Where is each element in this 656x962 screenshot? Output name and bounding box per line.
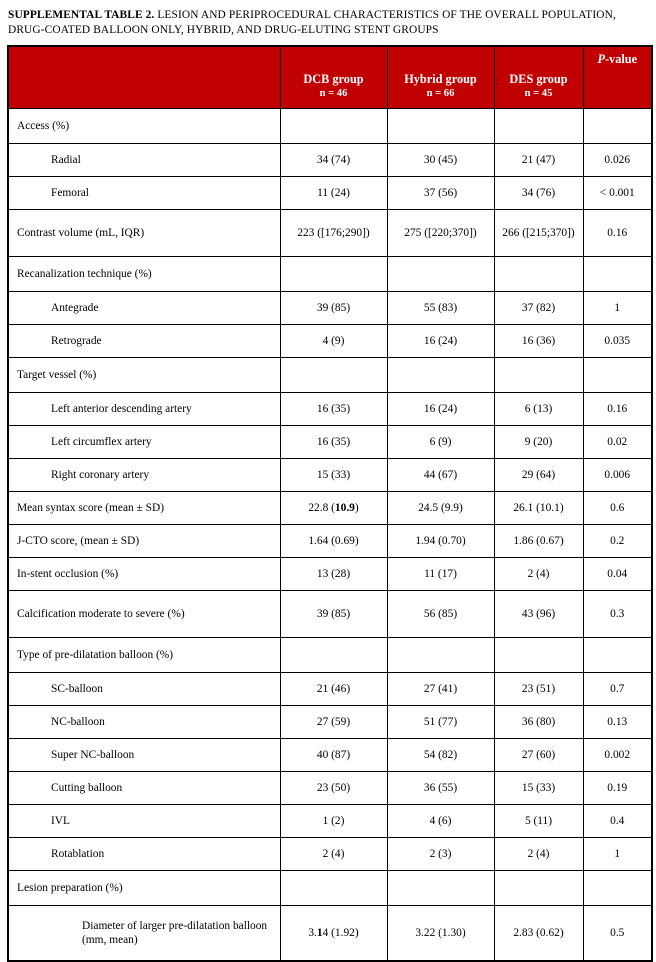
cell-p-value: 0.7 xyxy=(583,673,652,706)
header-des-n: n = 45 xyxy=(524,87,553,99)
cell-hybrid-value: 51 (77) xyxy=(387,706,494,739)
cell-dcb-value: 22.8 (10.9) xyxy=(280,492,387,525)
cell-hybrid-value xyxy=(387,638,494,673)
table-section-row xyxy=(8,257,652,292)
cell-dcb-value: 15 (33) xyxy=(280,459,387,492)
cell-hybrid-value: 6 (9) xyxy=(387,426,494,459)
cell-p-value xyxy=(583,358,652,393)
cell-dcb-value: 11 (24) xyxy=(280,177,387,210)
table-row xyxy=(8,558,652,591)
cell-p-value: 0.026 xyxy=(583,144,652,177)
cell-hybrid-value xyxy=(387,109,494,144)
cell-p-value: 0.6 xyxy=(583,492,652,525)
table-row xyxy=(8,906,652,962)
table-section-row xyxy=(8,871,652,906)
table-row xyxy=(8,838,652,871)
header-hybrid-label: Hybrid group xyxy=(404,72,477,87)
caption-lead: SUPPLEMENTAL TABLE 2. xyxy=(8,9,155,21)
table-row xyxy=(8,492,652,525)
cell-dcb-value: 23 (50) xyxy=(280,772,387,805)
cell-dcb-value: 2 (4) xyxy=(280,838,387,871)
cell-hybrid-value: 3.22 (1.30) xyxy=(387,906,494,962)
cell-p-value: 0.5 xyxy=(583,906,652,962)
cell-p-value: 1 xyxy=(583,838,652,871)
cell-p-value xyxy=(583,109,652,144)
cell-des-value: 16 (36) xyxy=(494,325,583,358)
table-section-row xyxy=(8,109,652,144)
cell-dcb-value: 1.64 (0.69) xyxy=(280,525,387,558)
cell-hybrid-value: 54 (82) xyxy=(387,739,494,772)
cell-p-value: 0.2 xyxy=(583,525,652,558)
header-des-label: DES group xyxy=(509,72,568,87)
row-label: Right coronary artery xyxy=(8,459,280,492)
row-label: Left circumflex artery xyxy=(8,426,280,459)
cell-des-value: 9 (20) xyxy=(494,426,583,459)
table-row xyxy=(8,805,652,838)
cell-dcb-value: 13 (28) xyxy=(280,558,387,591)
cell-dcb-value xyxy=(280,358,387,393)
cell-dcb-value: 1 (2) xyxy=(280,805,387,838)
cell-p-value: 0.3 xyxy=(583,591,652,638)
row-label: Left anterior descending artery xyxy=(8,393,280,426)
cell-dcb-value: 16 (35) xyxy=(280,393,387,426)
row-label: Antegrade xyxy=(8,292,280,325)
cell-hybrid-value: 55 (83) xyxy=(387,292,494,325)
cell-p-value: 0.002 xyxy=(583,739,652,772)
table-row xyxy=(8,177,652,210)
table-row xyxy=(8,393,652,426)
row-label: Lesion preparation (%) xyxy=(8,871,280,906)
cell-hybrid-value: 11 (17) xyxy=(387,558,494,591)
cell-p-value: 0.006 xyxy=(583,459,652,492)
row-label: IVL xyxy=(8,805,280,838)
table-row xyxy=(8,706,652,739)
cell-hybrid-value: 37 (56) xyxy=(387,177,494,210)
row-label: In-stent occlusion (%) xyxy=(8,558,280,591)
cell-des-value: 1.86 (0.67) xyxy=(494,525,583,558)
cell-des-value: 37 (82) xyxy=(494,292,583,325)
cell-hybrid-value: 27 (41) xyxy=(387,673,494,706)
table-section-row xyxy=(8,638,652,673)
table-row xyxy=(8,525,652,558)
cell-p-value: 0.035 xyxy=(583,325,652,358)
table-row xyxy=(8,459,652,492)
cell-dcb-value: 34 (74) xyxy=(280,144,387,177)
cell-p-value xyxy=(583,871,652,906)
table-row xyxy=(8,325,652,358)
table-row xyxy=(8,426,652,459)
header-p-rest: -value xyxy=(604,52,638,67)
cell-dcb-value: 4 (9) xyxy=(280,325,387,358)
table-row xyxy=(8,210,652,257)
caption-rest: LESION AND PERIPROCEDURAL CHARACTERISTICS OF THE OVERALL POPULATION, DRUG-COATED BALLOON ONLY, HYBRID, AND DRUG-ELUTING STENT GROUPS xyxy=(8,9,616,37)
row-label: Cutting balloon xyxy=(8,772,280,805)
cell-p-value: 0.16 xyxy=(583,393,652,426)
row-label: Radial xyxy=(8,144,280,177)
cell-hybrid-value xyxy=(387,358,494,393)
cell-p-value xyxy=(583,638,652,673)
cell-hybrid-value: 24.5 (9.9) xyxy=(387,492,494,525)
cell-des-value: 43 (96) xyxy=(494,591,583,638)
header-cell-des-group xyxy=(494,46,583,109)
row-label: Contrast volume (mL, IQR) xyxy=(8,210,280,257)
cell-des-value: 36 (80) xyxy=(494,706,583,739)
emphasized-value: 1 xyxy=(316,927,323,940)
header-cell-p-value xyxy=(583,46,652,109)
table-row xyxy=(8,772,652,805)
cell-hybrid-value: 30 (45) xyxy=(387,144,494,177)
cell-hybrid-value xyxy=(387,871,494,906)
cell-dcb-value: 3.14 (1.92) xyxy=(280,906,387,962)
row-label: Access (%) xyxy=(8,109,280,144)
cell-des-value xyxy=(494,638,583,673)
cell-des-value: 6 (13) xyxy=(494,393,583,426)
cell-des-value xyxy=(494,871,583,906)
table-row xyxy=(8,144,652,177)
supplemental-table-2 xyxy=(7,45,653,962)
cell-dcb-value: 16 (35) xyxy=(280,426,387,459)
cell-hybrid-value: 2 (3) xyxy=(387,838,494,871)
cell-hybrid-value: 56 (85) xyxy=(387,591,494,638)
cell-des-value xyxy=(494,358,583,393)
cell-hybrid-value: 4 (6) xyxy=(387,805,494,838)
cell-des-value: 2.83 (0.62) xyxy=(494,906,583,962)
table-section-row xyxy=(8,358,652,393)
row-label: SC-balloon xyxy=(8,673,280,706)
header-p-italic: P xyxy=(597,52,605,67)
row-label: Rotablation xyxy=(8,838,280,871)
cell-dcb-value xyxy=(280,257,387,292)
cell-p-value: 0.13 xyxy=(583,706,652,739)
cell-des-value: 5 (11) xyxy=(494,805,583,838)
cell-hybrid-value: 36 (55) xyxy=(387,772,494,805)
header-row xyxy=(8,46,652,109)
cell-p-value xyxy=(583,257,652,292)
table-body xyxy=(8,109,652,962)
header-cell-characteristic xyxy=(8,46,280,109)
table-row xyxy=(8,292,652,325)
cell-des-value: 29 (64) xyxy=(494,459,583,492)
cell-des-value: 15 (33) xyxy=(494,772,583,805)
cell-hybrid-value: 44 (67) xyxy=(387,459,494,492)
cell-dcb-value: 40 (87) xyxy=(280,739,387,772)
table-header xyxy=(8,46,652,109)
row-label: Super NC-balloon xyxy=(8,739,280,772)
table-row xyxy=(8,591,652,638)
row-label: Mean syntax score (mean ± SD) xyxy=(8,492,280,525)
cell-hybrid-value: 16 (24) xyxy=(387,325,494,358)
cell-p-value: 0.16 xyxy=(583,210,652,257)
table-row xyxy=(8,673,652,706)
cell-p-value: 0.04 xyxy=(583,558,652,591)
row-label: Type of pre-dilatation balloon (%) xyxy=(8,638,280,673)
cell-dcb-value xyxy=(280,109,387,144)
cell-p-value: 0.02 xyxy=(583,426,652,459)
cell-des-value: 27 (60) xyxy=(494,739,583,772)
emphasized-value: 10.9 xyxy=(334,502,355,515)
cell-hybrid-value: 16 (24) xyxy=(387,393,494,426)
header-dcb-n: n = 46 xyxy=(319,87,348,99)
row-label: Calcification moderate to severe (%) xyxy=(8,591,280,638)
header-dcb-label: DCB group xyxy=(303,72,364,87)
cell-dcb-value xyxy=(280,871,387,906)
header-cell-dcb-group xyxy=(280,46,387,109)
cell-dcb-value: 39 (85) xyxy=(280,292,387,325)
row-label: Diameter of larger pre-dilatation balloon (mm, mean) xyxy=(8,906,280,962)
cell-des-value: 2 (4) xyxy=(494,558,583,591)
cell-dcb-value: 39 (85) xyxy=(280,591,387,638)
cell-p-value: 0.4 xyxy=(583,805,652,838)
cell-p-value: < 0.001 xyxy=(583,177,652,210)
cell-des-value: 2 (4) xyxy=(494,838,583,871)
cell-p-value: 1 xyxy=(583,292,652,325)
cell-hybrid-value: 275 ([220;370]) xyxy=(387,210,494,257)
cell-des-value xyxy=(494,257,583,292)
cell-des-value: 23 (51) xyxy=(494,673,583,706)
row-label: Femoral xyxy=(8,177,280,210)
table-row xyxy=(8,739,652,772)
cell-p-value: 0.19 xyxy=(583,772,652,805)
header-hybrid-n: n = 66 xyxy=(426,87,455,99)
header-cell-hybrid-group xyxy=(387,46,494,109)
cell-dcb-value: 27 (59) xyxy=(280,706,387,739)
cell-des-value xyxy=(494,109,583,144)
cell-des-value: 21 (47) xyxy=(494,144,583,177)
row-label: Target vessel (%) xyxy=(8,358,280,393)
cell-des-value: 26.1 (10.1) xyxy=(494,492,583,525)
row-label: Retrograde xyxy=(8,325,280,358)
cell-dcb-value xyxy=(280,638,387,673)
cell-dcb-value: 21 (46) xyxy=(280,673,387,706)
table-caption xyxy=(8,8,650,38)
cell-dcb-value: 223 ([176;290]) xyxy=(280,210,387,257)
cell-hybrid-value: 1.94 (0.70) xyxy=(387,525,494,558)
row-label: NC-balloon xyxy=(8,706,280,739)
cell-des-value: 266 ([215;370]) xyxy=(494,210,583,257)
row-label: Recanalization technique (%) xyxy=(8,257,280,292)
row-label: J-CTO score, (mean ± SD) xyxy=(8,525,280,558)
cell-des-value: 34 (76) xyxy=(494,177,583,210)
cell-hybrid-value xyxy=(387,257,494,292)
